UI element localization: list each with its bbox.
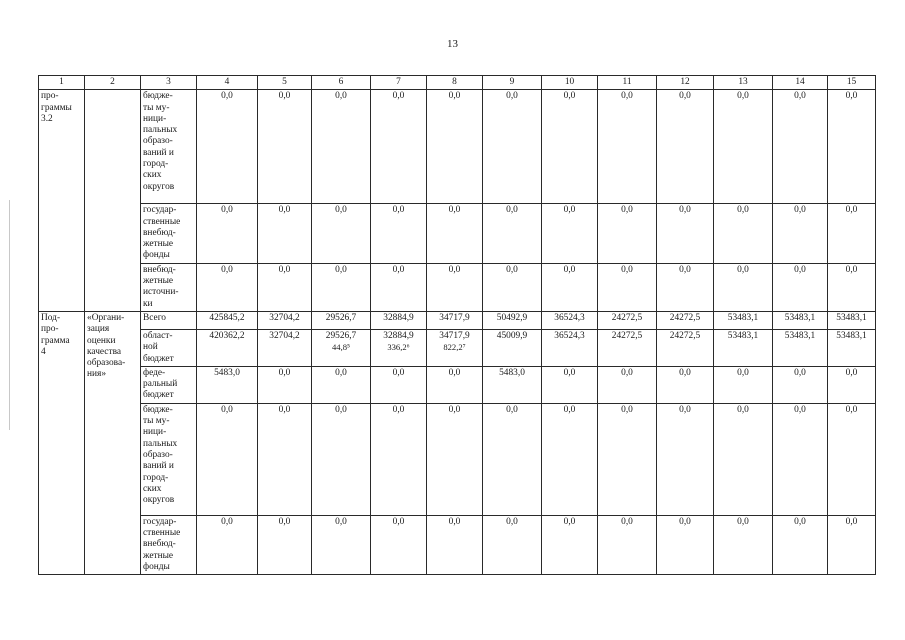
header-cell: 9 xyxy=(483,76,542,90)
value-cell xyxy=(598,311,657,329)
program-label-line: грамма xyxy=(41,335,70,346)
header-cell: 8 xyxy=(427,76,483,90)
value: 0,0 xyxy=(448,264,461,275)
header-cell: 1 xyxy=(39,76,85,90)
value: 0,0 xyxy=(621,205,633,216)
value-cell xyxy=(483,515,542,574)
value-cell xyxy=(258,403,312,515)
correction-value: 44,8⁵ xyxy=(331,342,351,353)
value-cell xyxy=(371,329,427,366)
value-cell xyxy=(427,366,483,403)
header-cell: 3 xyxy=(141,76,197,90)
value-cell xyxy=(714,515,773,574)
value: 0,0 xyxy=(448,91,461,102)
value-cell xyxy=(773,515,828,574)
header-cell: 13 xyxy=(714,76,773,90)
value: 0,0 xyxy=(737,264,749,275)
funding-source-cell xyxy=(141,311,197,329)
value-cell xyxy=(828,311,876,329)
value: 53483,1 xyxy=(784,312,816,323)
value-cell xyxy=(197,311,258,329)
funding-source-line: ственные xyxy=(143,216,181,227)
value-cell xyxy=(542,403,598,515)
value: 0,0 xyxy=(737,404,749,415)
value-cell xyxy=(598,515,657,574)
value-cell xyxy=(197,403,258,515)
value: 0,0 xyxy=(221,91,233,102)
funding-source xyxy=(143,205,194,261)
funding-source-line: образо- xyxy=(143,449,173,460)
value-cell xyxy=(258,515,312,574)
value: 0,0 xyxy=(679,404,691,415)
table-row xyxy=(39,311,876,329)
value-cell xyxy=(828,204,876,263)
value: 0,0 xyxy=(506,264,518,275)
value-cell xyxy=(483,311,542,329)
funding-source-line: ральный xyxy=(143,379,178,390)
value: 0,0 xyxy=(392,91,405,102)
value: 0,0 xyxy=(737,205,749,216)
value: 0,0 xyxy=(506,205,518,216)
header-cell: 5 xyxy=(258,76,312,90)
value: 0,0 xyxy=(392,367,405,378)
funding-source-line: ници- xyxy=(143,113,167,124)
value: 0,0 xyxy=(448,205,461,216)
value: 0,0 xyxy=(845,516,858,527)
value: 0,0 xyxy=(563,91,576,102)
value-cell xyxy=(828,263,876,311)
value: 0,0 xyxy=(737,516,749,527)
funding-source-line: Всего xyxy=(143,312,166,323)
value-cell xyxy=(483,90,542,204)
program-name-line: ния» xyxy=(87,369,107,380)
funding-source xyxy=(143,265,194,310)
header-cell: 15 xyxy=(828,76,876,90)
funding-source-cell xyxy=(141,366,197,403)
program-label-line: про- xyxy=(41,324,59,335)
value-cell xyxy=(427,403,483,515)
program-name-cell xyxy=(85,311,141,574)
value-cell xyxy=(598,90,657,204)
value-cell xyxy=(371,90,427,204)
value-cell xyxy=(427,311,483,329)
funding-source-line: бюдже- xyxy=(143,91,173,102)
value: 0,0 xyxy=(221,205,233,216)
value: 0,0 xyxy=(392,404,405,415)
value: 0,0 xyxy=(392,516,405,527)
value: 50492,9 xyxy=(496,312,528,323)
value-cell xyxy=(258,311,312,329)
value-cell xyxy=(371,515,427,574)
value: 0,0 xyxy=(448,404,461,415)
value: 5483,0 xyxy=(499,367,525,378)
value: 0,0 xyxy=(563,404,576,415)
value: 0,0 xyxy=(278,367,291,378)
value-cell xyxy=(312,515,371,574)
value-cell xyxy=(542,204,598,263)
value: 53483,1 xyxy=(836,312,867,323)
value-cell xyxy=(427,263,483,311)
funding-source-line: бюджет xyxy=(143,390,174,401)
value: 24272,5 xyxy=(669,330,701,341)
page-number: 13 xyxy=(447,38,458,50)
value-cell xyxy=(773,263,828,311)
value: 0,0 xyxy=(794,367,806,378)
value: 425845,2 xyxy=(209,312,245,323)
funding-source-line: жетные xyxy=(143,550,174,561)
value-cell xyxy=(773,329,828,366)
value-cell xyxy=(598,263,657,311)
value: 45009,9 xyxy=(496,330,528,341)
value: 0,0 xyxy=(448,367,461,378)
value: 29526,7 xyxy=(325,312,357,323)
value: 36524,3 xyxy=(554,330,585,341)
value: 0,0 xyxy=(845,205,858,216)
value-cell xyxy=(197,204,258,263)
funding-source-line: город- xyxy=(143,159,169,170)
value: 0,0 xyxy=(563,367,576,378)
funding-source-line: внебюд- xyxy=(143,264,176,275)
header-cell: 2 xyxy=(85,76,141,90)
value: 0,0 xyxy=(278,91,291,102)
value-cell xyxy=(657,366,714,403)
funding-source-cell xyxy=(141,403,197,515)
program-label-line: 4 xyxy=(41,346,46,357)
value-cell xyxy=(598,403,657,515)
value: 0,0 xyxy=(845,91,858,102)
value: 0,0 xyxy=(335,91,347,102)
funding-source-line: пальных xyxy=(143,125,178,136)
header-cell: 4 xyxy=(197,76,258,90)
value-cell xyxy=(371,403,427,515)
header-cell: 11 xyxy=(598,76,657,90)
funding-source-line: фонды xyxy=(143,561,170,572)
value: 0,0 xyxy=(679,367,691,378)
table-row xyxy=(39,204,876,263)
funding-source-cell xyxy=(141,263,197,311)
funding-source-line: ских xyxy=(143,483,162,494)
value: 0,0 xyxy=(221,516,233,527)
value: 32704,2 xyxy=(269,312,300,323)
funding-source-line: ки xyxy=(143,298,153,309)
value-cell xyxy=(427,329,483,366)
value: 0,0 xyxy=(794,516,806,527)
program-label-line: граммы xyxy=(41,102,72,113)
value-cell xyxy=(197,329,258,366)
funding-source-line: внебюд- xyxy=(143,227,176,238)
funding-source-cell xyxy=(141,90,197,204)
value-cell xyxy=(542,329,598,366)
program-label-line: про- xyxy=(41,91,59,102)
value: 0,0 xyxy=(335,516,347,527)
value-cell xyxy=(714,329,773,366)
funding-source-line: ваний и xyxy=(143,461,174,472)
program-label-line: 3.2 xyxy=(41,113,53,124)
program-name-line: оценки xyxy=(87,335,116,346)
value: 53483,1 xyxy=(727,312,759,323)
value-cell xyxy=(657,204,714,263)
funding-source-line: ты му- xyxy=(143,102,170,113)
value: 24272,5 xyxy=(669,312,701,323)
value-cell xyxy=(773,366,828,403)
value: 32704,2 xyxy=(269,330,300,341)
funding-source-line: округов xyxy=(143,181,175,192)
value-cell xyxy=(657,515,714,574)
value-cell xyxy=(598,204,657,263)
value-cell xyxy=(371,311,427,329)
correction-value: 336,2⁶ xyxy=(387,342,410,353)
funding-source-cell xyxy=(141,204,197,263)
table-row xyxy=(39,90,876,204)
value-cell xyxy=(483,366,542,403)
table-row xyxy=(39,403,876,515)
program-cell xyxy=(39,311,85,574)
value-cell xyxy=(773,90,828,204)
value: 0,0 xyxy=(278,264,291,275)
value: 0,0 xyxy=(335,264,347,275)
program-label xyxy=(41,91,82,125)
value: 0,0 xyxy=(845,264,858,275)
funding-source-line: ственные xyxy=(143,528,181,539)
value-cell xyxy=(773,403,828,515)
funding-source xyxy=(143,368,194,402)
value-cell xyxy=(657,90,714,204)
value-cell xyxy=(714,366,773,403)
value-cell xyxy=(657,329,714,366)
value: 0,0 xyxy=(679,91,691,102)
value: 0,0 xyxy=(221,404,233,415)
value: 0,0 xyxy=(621,264,633,275)
value-cell xyxy=(312,204,371,263)
table-row xyxy=(39,366,876,403)
value: 0,0 xyxy=(335,367,347,378)
value-cell xyxy=(312,311,371,329)
funding-source-line: ваний и xyxy=(143,147,174,158)
margin-mark xyxy=(9,200,10,430)
value-cell xyxy=(714,403,773,515)
header-cell: 7 xyxy=(371,76,427,90)
value: 53483,1 xyxy=(836,330,867,341)
value: 0,0 xyxy=(448,516,461,527)
value-cell xyxy=(714,204,773,263)
value: 0,0 xyxy=(621,367,633,378)
value: 0,0 xyxy=(278,205,291,216)
header-cell: 12 xyxy=(657,76,714,90)
value-cell xyxy=(483,329,542,366)
funding-source-line: ских xyxy=(143,170,162,181)
funding-source-line: жетные xyxy=(143,239,174,250)
value-cell xyxy=(197,90,258,204)
value: 0,0 xyxy=(335,404,347,415)
value: 0,0 xyxy=(794,91,806,102)
value: 0,0 xyxy=(621,516,633,527)
funding-source-cell xyxy=(141,329,197,366)
value-cell xyxy=(258,90,312,204)
funding-source-line: бюджет xyxy=(143,353,174,364)
value: 0,0 xyxy=(335,205,347,216)
value-cell xyxy=(371,263,427,311)
value: 0,0 xyxy=(506,516,518,527)
value-cell xyxy=(828,90,876,204)
funding-source xyxy=(143,405,194,507)
funding-source-cell xyxy=(141,515,197,574)
funding-source-line: образо- xyxy=(143,136,173,147)
value-cell xyxy=(312,329,371,366)
program-name xyxy=(87,313,138,381)
value-cell xyxy=(312,90,371,204)
value-cell xyxy=(598,366,657,403)
header-cell: 10 xyxy=(542,76,598,90)
header-cell: 6 xyxy=(312,76,371,90)
value: 0,0 xyxy=(506,404,518,415)
value-cell xyxy=(598,329,657,366)
value-cell xyxy=(258,204,312,263)
funding-source-line: город- xyxy=(143,472,169,483)
value-cell xyxy=(657,263,714,311)
value: 0,0 xyxy=(563,516,576,527)
value-cell xyxy=(371,366,427,403)
program-label xyxy=(41,313,82,358)
funding-source-line: феде- xyxy=(143,367,166,378)
value-cell xyxy=(828,366,876,403)
value: 0,0 xyxy=(794,264,806,275)
value: 34717,9 xyxy=(439,330,470,341)
value-cell xyxy=(197,515,258,574)
program-name-line: образова- xyxy=(87,358,126,369)
value-cell xyxy=(312,366,371,403)
value-cell xyxy=(427,90,483,204)
value-cell xyxy=(714,263,773,311)
value-cell xyxy=(197,263,258,311)
value: 0,0 xyxy=(737,367,749,378)
funding-source-line: фонды xyxy=(143,250,170,261)
header-cell: 14 xyxy=(773,76,828,90)
program-name-cell xyxy=(85,90,141,312)
value: 0,0 xyxy=(221,264,233,275)
value-cell xyxy=(427,515,483,574)
funding-source-line: внебюд- xyxy=(143,539,176,550)
funding-source-line: государ- xyxy=(143,516,177,527)
value: 24272,5 xyxy=(611,330,643,341)
value-cell xyxy=(542,366,598,403)
value: 0,0 xyxy=(563,264,576,275)
value: 0,0 xyxy=(278,516,291,527)
value: 0,0 xyxy=(794,205,806,216)
funding-source xyxy=(143,331,194,365)
value: 0,0 xyxy=(845,367,858,378)
funding-source xyxy=(143,313,194,324)
value-cell xyxy=(312,403,371,515)
value-cell xyxy=(714,311,773,329)
value: 0,0 xyxy=(621,404,633,415)
value: 53483,1 xyxy=(727,330,759,341)
table-row xyxy=(39,263,876,311)
funding-source xyxy=(143,91,194,193)
funding-source-line: бюдже- xyxy=(143,404,173,415)
funding-source xyxy=(143,517,194,573)
value: 36524,3 xyxy=(554,312,585,323)
value: 0,0 xyxy=(679,516,691,527)
funding-source-line: источни- xyxy=(143,287,179,298)
value-cell xyxy=(312,263,371,311)
funding-source-line: ной xyxy=(143,342,158,353)
value: 53483,1 xyxy=(784,330,816,341)
value: 0,0 xyxy=(845,404,858,415)
value-cell xyxy=(773,204,828,263)
program-name-line: зация xyxy=(87,324,110,335)
value: 420362,2 xyxy=(209,330,245,341)
funding-source-line: област- xyxy=(143,330,173,341)
program-label-line: Под- xyxy=(41,312,61,323)
program-cell xyxy=(39,90,85,312)
value-cell xyxy=(258,366,312,403)
value: 0,0 xyxy=(506,91,518,102)
value-cell xyxy=(714,90,773,204)
value-cell xyxy=(483,204,542,263)
funding-source-line: жетные xyxy=(143,276,174,287)
value: 5483,0 xyxy=(214,367,240,378)
header-row xyxy=(39,76,876,90)
table-row xyxy=(39,515,876,574)
table-body xyxy=(39,76,876,575)
value-cell xyxy=(542,263,598,311)
value-cell xyxy=(542,311,598,329)
program-name-line: качества xyxy=(87,346,122,357)
value: 0,0 xyxy=(679,205,691,216)
value: 32884,9 xyxy=(383,312,414,323)
value-cell xyxy=(197,366,258,403)
value-cell xyxy=(828,515,876,574)
value: 0,0 xyxy=(621,91,633,102)
value: 0,0 xyxy=(278,404,291,415)
value-cell xyxy=(542,515,598,574)
value: 32884,9 xyxy=(383,330,414,341)
value-cell xyxy=(427,204,483,263)
value-cell xyxy=(258,329,312,366)
value-cell xyxy=(258,263,312,311)
value-cell xyxy=(657,311,714,329)
value-cell xyxy=(828,329,876,366)
value: 0,0 xyxy=(392,264,405,275)
budget-table xyxy=(38,75,876,575)
funding-source-line: ници- xyxy=(143,427,167,438)
correction-value: 822,2⁷ xyxy=(443,342,466,353)
value: 24272,5 xyxy=(611,312,643,323)
funding-source-line: пальных xyxy=(143,438,178,449)
value: 29526,7 xyxy=(325,330,357,341)
value-cell xyxy=(828,403,876,515)
value-cell xyxy=(657,403,714,515)
table-row xyxy=(39,329,876,366)
value: 34717,9 xyxy=(439,312,470,323)
value-cell xyxy=(371,204,427,263)
value: 0,0 xyxy=(679,264,691,275)
funding-source-line: округов xyxy=(143,495,175,506)
value: 0,0 xyxy=(794,404,806,415)
value-cell xyxy=(483,403,542,515)
funding-source-line: ты му- xyxy=(143,416,170,427)
value: 0,0 xyxy=(737,91,749,102)
funding-source-line: государ- xyxy=(143,205,177,216)
program-name-line: «Органи- xyxy=(87,312,125,323)
value: 0,0 xyxy=(563,205,576,216)
value-cell xyxy=(542,90,598,204)
value-cell xyxy=(773,311,828,329)
value-cell xyxy=(483,263,542,311)
value: 0,0 xyxy=(392,205,405,216)
